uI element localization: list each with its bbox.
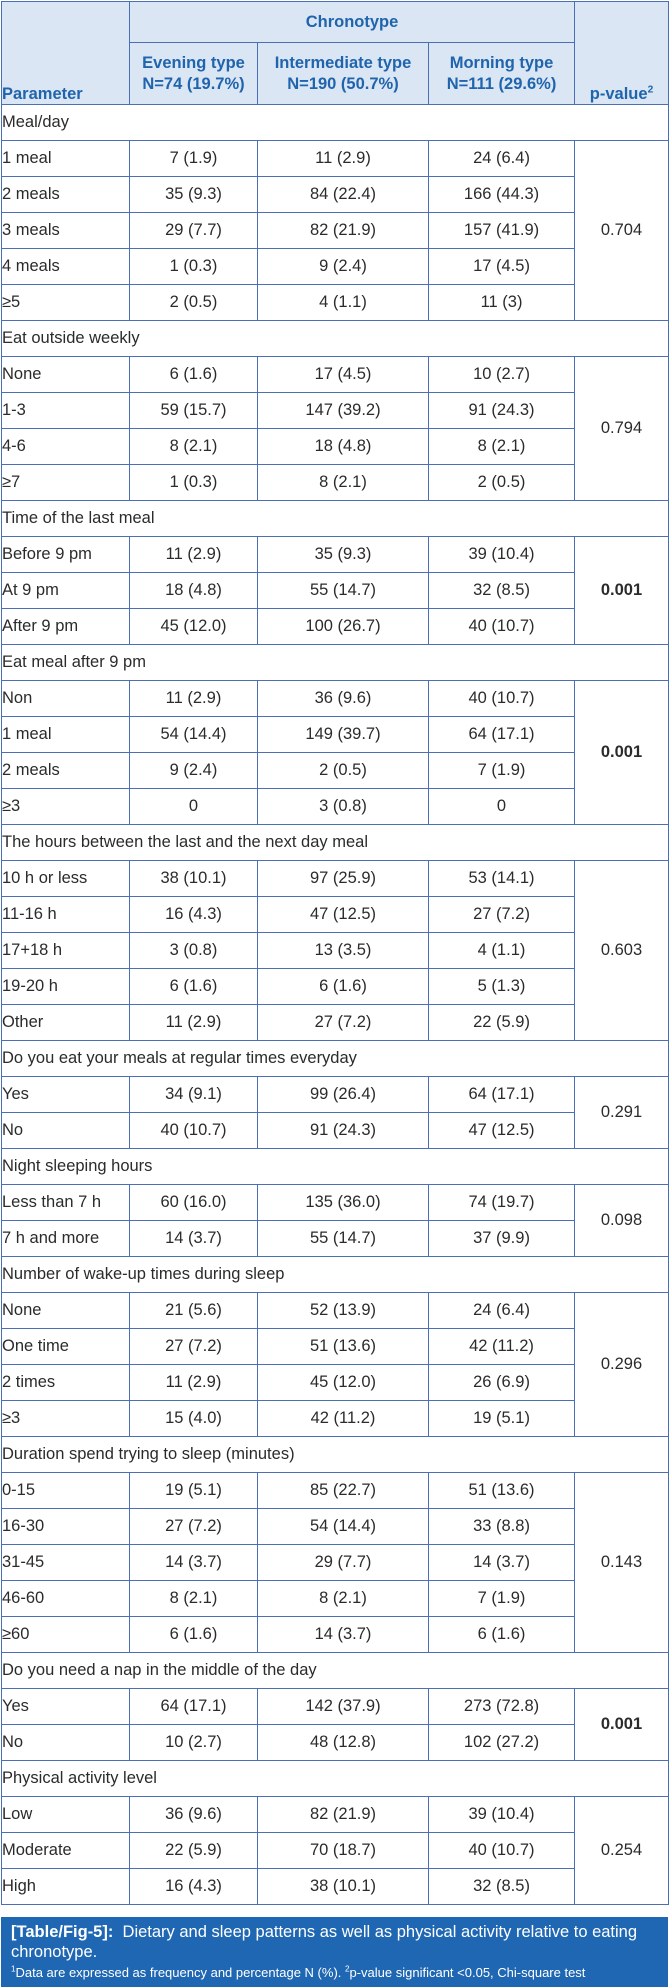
section-header-row: [2, 1257, 669, 1293]
section-title: Do you eat your meals at regular times everyday: [2, 1041, 669, 1077]
section-title: Time of the last meal: [2, 501, 669, 537]
cell-evening: 3 (0.8): [130, 933, 258, 969]
column-header-line2: N=190 (50.7%): [287, 74, 399, 93]
table-row: [2, 1329, 669, 1365]
table-row: [2, 1401, 669, 1437]
p-value-cell: 0.291: [575, 1077, 669, 1149]
cell-intermediate: 38 (10.1): [258, 1869, 429, 1905]
row-label: 1 meal: [2, 717, 130, 753]
row-label: 1 meal: [2, 141, 130, 177]
cell-evening: 40 (10.7): [130, 1113, 258, 1149]
cell-evening: 14 (3.7): [130, 1545, 258, 1581]
table-row: [2, 141, 669, 177]
row-label: At 9 pm: [2, 573, 130, 609]
pvalue-header: [575, 2, 669, 105]
table-row: [2, 213, 669, 249]
table-row: [2, 789, 669, 825]
cell-morning: 102 (27.2): [429, 1725, 575, 1761]
section-header-row: [2, 105, 669, 141]
cell-evening: 0: [130, 789, 258, 825]
cell-intermediate: 45 (12.0): [258, 1365, 429, 1401]
table-row: [2, 609, 669, 645]
row-label: 11-16 h: [2, 897, 130, 933]
row-label: Yes: [2, 1077, 130, 1113]
cell-morning: 2 (0.5): [429, 465, 575, 501]
caption-label: [Table/Fig-5]:: [11, 1923, 114, 1941]
cell-evening: 27 (7.2): [130, 1509, 258, 1545]
cell-evening: 45 (12.0): [130, 609, 258, 645]
footnote-sup-2: 2: [345, 1964, 350, 1974]
cell-intermediate: 51 (13.6): [258, 1329, 429, 1365]
column-header-line1: Intermediate type: [274, 53, 412, 72]
p-value-cell: 0.001: [575, 681, 669, 825]
row-label: 3 meals: [2, 213, 130, 249]
cell-evening: 11 (2.9): [130, 1005, 258, 1041]
cell-intermediate: 82 (21.9): [258, 1797, 429, 1833]
cell-morning: 37 (9.9): [429, 1221, 575, 1257]
cell-morning: 17 (4.5): [429, 249, 575, 285]
row-label: No: [2, 1725, 130, 1761]
table-row: [2, 717, 669, 753]
row-label: Non: [2, 681, 130, 717]
cell-morning: 53 (14.1): [429, 861, 575, 897]
section-title: Night sleeping hours: [2, 1149, 669, 1185]
column-header-line1: Morning type: [449, 53, 554, 72]
p-value-cell: 0.704: [575, 141, 669, 321]
section-title: Duration spend trying to sleep (minutes): [2, 1437, 669, 1473]
cell-intermediate: 85 (22.7): [258, 1473, 429, 1509]
table-row: [2, 897, 669, 933]
cell-evening: 59 (15.7): [130, 393, 258, 429]
table-row: [2, 177, 669, 213]
cell-evening: 6 (1.6): [130, 1617, 258, 1653]
footnote-sup-1: 1: [11, 1964, 16, 1974]
section-header-row: [2, 501, 669, 537]
table-row: [2, 1473, 669, 1509]
table-row: [2, 393, 669, 429]
cell-evening: 14 (3.7): [130, 1221, 258, 1257]
cell-intermediate: 2 (0.5): [258, 753, 429, 789]
caption-footnote: [11, 1965, 658, 1981]
row-label: Moderate: [2, 1833, 130, 1869]
column-header-intermediate: [258, 43, 429, 105]
section-title: Meal/day: [2, 105, 669, 141]
cell-evening: 19 (5.1): [130, 1473, 258, 1509]
cell-intermediate: 42 (11.2): [258, 1401, 429, 1437]
table-row: [2, 1293, 669, 1329]
cell-intermediate: 82 (21.9): [258, 213, 429, 249]
cell-morning: 24 (6.4): [429, 141, 575, 177]
row-label: 17+18 h: [2, 933, 130, 969]
cell-morning: 51 (13.6): [429, 1473, 575, 1509]
cell-evening: 1 (0.3): [130, 465, 258, 501]
table-row: [2, 933, 669, 969]
section-header-row: [2, 1041, 669, 1077]
cell-intermediate: 47 (12.5): [258, 897, 429, 933]
cell-evening: 34 (9.1): [130, 1077, 258, 1113]
table-row: [2, 1617, 669, 1653]
cell-intermediate: 4 (1.1): [258, 285, 429, 321]
table-row: [2, 969, 669, 1005]
cell-morning: 42 (11.2): [429, 1329, 575, 1365]
row-label: No: [2, 1113, 130, 1149]
row-label: Yes: [2, 1689, 130, 1725]
table-row: [2, 1725, 669, 1761]
parameter-header: Parameter: [2, 2, 130, 105]
cell-intermediate: 9 (2.4): [258, 249, 429, 285]
cell-morning: 22 (5.9): [429, 1005, 575, 1041]
cell-intermediate: 55 (14.7): [258, 573, 429, 609]
cell-evening: 18 (4.8): [130, 573, 258, 609]
cell-evening: 7 (1.9): [130, 141, 258, 177]
cell-intermediate: 8 (2.1): [258, 1581, 429, 1617]
row-label: None: [2, 1293, 130, 1329]
table-row: [2, 357, 669, 393]
table-row: [2, 681, 669, 717]
table-row: [2, 1581, 669, 1617]
table-row: [2, 465, 669, 501]
section-title: Eat outside weekly: [2, 321, 669, 357]
cell-intermediate: 14 (3.7): [258, 1617, 429, 1653]
cell-intermediate: 11 (2.9): [258, 141, 429, 177]
cell-intermediate: 18 (4.8): [258, 429, 429, 465]
table-row: [2, 429, 669, 465]
table-row: [2, 573, 669, 609]
footnote-2: p-value significant <0.05, Chi-square test: [349, 1965, 586, 1980]
table-row: [2, 537, 669, 573]
caption-text: Dietary and sleep patterns as well as physical activity relative to eating chronotype.: [11, 1923, 638, 1961]
row-label: 31-45: [2, 1545, 130, 1581]
p-value-cell: 0.296: [575, 1293, 669, 1437]
cell-intermediate: 84 (22.4): [258, 177, 429, 213]
row-label: Other: [2, 1005, 130, 1041]
cell-evening: 8 (2.1): [130, 429, 258, 465]
table-row: [2, 249, 669, 285]
cell-morning: 5 (1.3): [429, 969, 575, 1005]
cell-evening: 11 (2.9): [130, 537, 258, 573]
cell-morning: 39 (10.4): [429, 537, 575, 573]
cell-evening: 2 (0.5): [130, 285, 258, 321]
cell-morning: 33 (8.8): [429, 1509, 575, 1545]
cell-evening: 38 (10.1): [130, 861, 258, 897]
table-row: [2, 1797, 669, 1833]
row-label: Before 9 pm: [2, 537, 130, 573]
p-value-cell: 0.603: [575, 861, 669, 1041]
p-value-cell: 0.098: [575, 1185, 669, 1257]
cell-morning: 273 (72.8): [429, 1689, 575, 1725]
cell-evening: 60 (16.0): [130, 1185, 258, 1221]
p-value-cell: 0.794: [575, 357, 669, 501]
section-header-row: [2, 645, 669, 681]
cell-morning: 40 (10.7): [429, 681, 575, 717]
cell-intermediate: 135 (36.0): [258, 1185, 429, 1221]
table-row: [2, 1833, 669, 1869]
section-header-row: [2, 1761, 669, 1797]
row-label: One time: [2, 1329, 130, 1365]
row-label: 7 h and more: [2, 1221, 130, 1257]
cell-intermediate: 70 (18.7): [258, 1833, 429, 1869]
cell-morning: 32 (8.5): [429, 573, 575, 609]
column-header-line2: N=74 (19.7%): [142, 74, 245, 93]
column-header-morning: [429, 43, 575, 105]
cell-evening: 27 (7.2): [130, 1329, 258, 1365]
section-title: The hours between the last and the next day meal: [2, 825, 669, 861]
table-row: [2, 1365, 669, 1401]
table-row: [2, 1077, 669, 1113]
row-label: ≥3: [2, 1401, 130, 1437]
row-label: 46-60: [2, 1581, 130, 1617]
row-label: 4 meals: [2, 249, 130, 285]
row-label: ≥5: [2, 285, 130, 321]
cell-morning: 4 (1.1): [429, 933, 575, 969]
cell-intermediate: 35 (9.3): [258, 537, 429, 573]
cell-intermediate: 36 (9.6): [258, 681, 429, 717]
row-label: After 9 pm: [2, 609, 130, 645]
row-label: ≥7: [2, 465, 130, 501]
table-caption: [1, 1917, 668, 1987]
row-label: 2 meals: [2, 177, 130, 213]
table-row: [2, 1005, 669, 1041]
column-header-evening: [130, 43, 258, 105]
cell-evening: 9 (2.4): [130, 753, 258, 789]
cell-evening: 35 (9.3): [130, 177, 258, 213]
row-label: 4-6: [2, 429, 130, 465]
table-row: [2, 753, 669, 789]
table-row: [2, 1185, 669, 1221]
cell-intermediate: 48 (12.8): [258, 1725, 429, 1761]
cell-morning: 26 (6.9): [429, 1365, 575, 1401]
table-row: [2, 1113, 669, 1149]
cell-morning: 10 (2.7): [429, 357, 575, 393]
row-label: 19-20 h: [2, 969, 130, 1005]
table-header: [2, 2, 669, 105]
row-label: 10 h or less: [2, 861, 130, 897]
cell-evening: 16 (4.3): [130, 1869, 258, 1905]
section-title: Physical activity level: [2, 1761, 669, 1797]
table-body: [2, 105, 669, 1905]
row-label: 16-30: [2, 1509, 130, 1545]
cell-evening: 64 (17.1): [130, 1689, 258, 1725]
cell-evening: 6 (1.6): [130, 357, 258, 393]
row-label: 0-15: [2, 1473, 130, 1509]
cell-evening: 6 (1.6): [130, 969, 258, 1005]
cell-morning: 0: [429, 789, 575, 825]
row-label: 2 times: [2, 1365, 130, 1401]
cell-intermediate: 52 (13.9): [258, 1293, 429, 1329]
chronotype-group-header: Chronotype: [130, 2, 575, 43]
cell-intermediate: 97 (25.9): [258, 861, 429, 897]
table-row: [2, 861, 669, 897]
cell-morning: 91 (24.3): [429, 393, 575, 429]
cell-intermediate: 147 (39.2): [258, 393, 429, 429]
cell-intermediate: 17 (4.5): [258, 357, 429, 393]
cell-morning: 47 (12.5): [429, 1113, 575, 1149]
p-value-cell: 0.001: [575, 1689, 669, 1761]
cell-evening: 11 (2.9): [130, 1365, 258, 1401]
table-row: [2, 1689, 669, 1725]
p-value-cell: 0.001: [575, 537, 669, 645]
cell-intermediate: 55 (14.7): [258, 1221, 429, 1257]
section-header-row: [2, 1653, 669, 1689]
cell-intermediate: 54 (14.4): [258, 1509, 429, 1545]
row-label: 2 meals: [2, 753, 130, 789]
cell-morning: 14 (3.7): [429, 1545, 575, 1581]
cell-morning: 157 (41.9): [429, 213, 575, 249]
row-label: ≥3: [2, 789, 130, 825]
row-label: 1-3: [2, 393, 130, 429]
cell-intermediate: 142 (37.9): [258, 1689, 429, 1725]
cell-evening: 11 (2.9): [130, 681, 258, 717]
table-row: [2, 1545, 669, 1581]
cell-evening: 16 (4.3): [130, 897, 258, 933]
cell-morning: 40 (10.7): [429, 609, 575, 645]
cell-morning: 7 (1.9): [429, 1581, 575, 1617]
cell-morning: 19 (5.1): [429, 1401, 575, 1437]
cell-morning: 40 (10.7): [429, 1833, 575, 1869]
pvalue-header-label: p-value: [589, 85, 648, 103]
cell-morning: 64 (17.1): [429, 1077, 575, 1113]
section-header-row: [2, 321, 669, 357]
column-header-line1: Evening type: [142, 53, 245, 72]
cell-intermediate: 8 (2.1): [258, 465, 429, 501]
cell-morning: 74 (19.7): [429, 1185, 575, 1221]
cell-morning: 166 (44.3): [429, 177, 575, 213]
row-label: High: [2, 1869, 130, 1905]
cell-evening: 29 (7.7): [130, 213, 258, 249]
cell-morning: 6 (1.6): [429, 1617, 575, 1653]
section-header-row: [2, 1437, 669, 1473]
cell-morning: 24 (6.4): [429, 1293, 575, 1329]
table-row: [2, 1221, 669, 1257]
cell-morning: 32 (8.5): [429, 1869, 575, 1905]
cell-evening: 1 (0.3): [130, 249, 258, 285]
cell-intermediate: 3 (0.8): [258, 789, 429, 825]
cell-intermediate: 13 (3.5): [258, 933, 429, 969]
table-row: [2, 285, 669, 321]
cell-intermediate: 149 (39.7): [258, 717, 429, 753]
p-value-cell: 0.254: [575, 1797, 669, 1905]
section-header-row: [2, 825, 669, 861]
cell-intermediate: 27 (7.2): [258, 1005, 429, 1041]
caption-title: [11, 1922, 658, 1962]
cell-intermediate: 91 (24.3): [258, 1113, 429, 1149]
row-label: ≥60: [2, 1617, 130, 1653]
footnote-1: Data are expressed as frequency and percentage N (%).: [15, 1965, 345, 1980]
results-table: [1, 1, 669, 1905]
cell-intermediate: 99 (26.4): [258, 1077, 429, 1113]
section-title: Number of wake-up times during sleep: [2, 1257, 669, 1293]
column-header-line2: N=111 (29.6%): [446, 74, 557, 93]
section-title: Do you need a nap in the middle of the day: [2, 1653, 669, 1689]
cell-morning: 11 (3): [429, 285, 575, 321]
cell-evening: 10 (2.7): [130, 1725, 258, 1761]
table-row: [2, 1869, 669, 1905]
cell-intermediate: 6 (1.6): [258, 969, 429, 1005]
cell-evening: 54 (14.4): [130, 717, 258, 753]
section-header-row: [2, 1149, 669, 1185]
cell-morning: 8 (2.1): [429, 429, 575, 465]
section-title: Eat meal after 9 pm: [2, 645, 669, 681]
row-label: Low: [2, 1797, 130, 1833]
cell-intermediate: 29 (7.7): [258, 1545, 429, 1581]
table-row: [2, 1509, 669, 1545]
cell-evening: 36 (9.6): [130, 1797, 258, 1833]
cell-evening: 21 (5.6): [130, 1293, 258, 1329]
pvalue-header-sup: 2: [647, 84, 654, 96]
cell-morning: 64 (17.1): [429, 717, 575, 753]
cell-evening: 15 (4.0): [130, 1401, 258, 1437]
cell-evening: 22 (5.9): [130, 1833, 258, 1869]
cell-evening: 8 (2.1): [130, 1581, 258, 1617]
row-label: None: [2, 357, 130, 393]
p-value-cell: 0.143: [575, 1473, 669, 1653]
cell-morning: 7 (1.9): [429, 753, 575, 789]
cell-morning: 27 (7.2): [429, 897, 575, 933]
row-label: Less than 7 h: [2, 1185, 130, 1221]
cell-intermediate: 100 (26.7): [258, 609, 429, 645]
cell-morning: 39 (10.4): [429, 1797, 575, 1833]
